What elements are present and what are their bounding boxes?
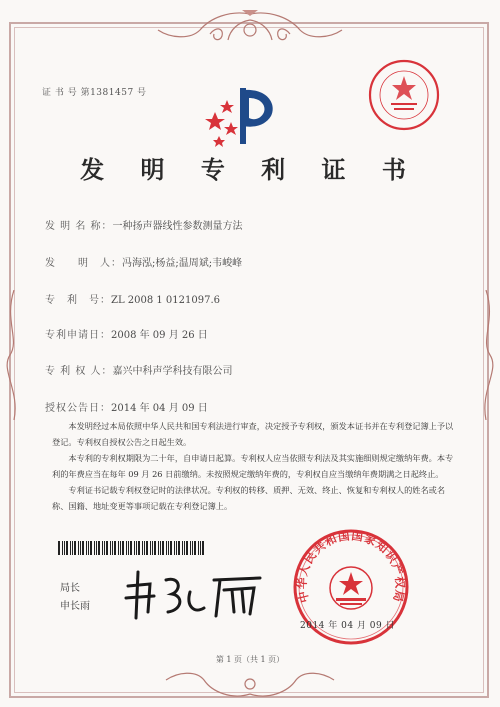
director-name: 申长雨 bbox=[60, 601, 90, 612]
field-value: 嘉兴中科声学科技有限公司 bbox=[112, 366, 233, 377]
body-paragraph: 本发明经过本局依照中华人民共和国专利法进行审查，决定授予专利权，颁发本证书并在专利登记簿上予以登记。专利权自授权公告之日起生效。 bbox=[52, 421, 454, 447]
field-label: 专利申请日： bbox=[45, 330, 111, 341]
director-block bbox=[60, 580, 90, 616]
field-label: 发 明 人： bbox=[45, 258, 122, 269]
certificate-number: 证 书 号 第1381457 号 bbox=[42, 88, 147, 98]
field-value: ZL 2008 1 0121097.6 bbox=[111, 295, 221, 306]
seal-text: 中华人民共和国国家知识产权局 bbox=[294, 528, 408, 605]
field-label: 专 利 权 人： bbox=[45, 366, 113, 377]
field-invention-name bbox=[45, 217, 243, 232]
barcode bbox=[58, 541, 206, 555]
left-ornament bbox=[2, 290, 22, 420]
director-signature bbox=[120, 566, 270, 622]
top-ornament bbox=[150, 8, 350, 52]
field-inventors bbox=[45, 254, 242, 269]
field-label: 发 明 名 称： bbox=[45, 221, 113, 232]
field-application-date bbox=[45, 326, 208, 341]
agency-seal-stamp bbox=[367, 58, 441, 132]
body-paragraph: 专利证书记载专利权登记时的法律状况。专利权的转移、质押、无效、终止、恢复和专利权人的姓名或名称、国籍、地址变更等事项记载在专利登记簿上。 bbox=[52, 485, 446, 511]
field-value: 一种扬声器线性参数测量方法 bbox=[112, 221, 243, 232]
field-value: 2014 年 04 月 09 日 bbox=[111, 403, 208, 414]
field-patentee bbox=[45, 362, 233, 377]
field-patent-number bbox=[45, 291, 220, 306]
certificate-body bbox=[52, 418, 457, 514]
right-ornament bbox=[478, 290, 498, 420]
field-label: 授权公告日： bbox=[45, 403, 111, 414]
seal-date: 2014 年 04 月 09 日 bbox=[300, 621, 396, 631]
field-grant-date bbox=[45, 399, 208, 414]
body-paragraph: 本专利的专利权期限为二十年，自申请日起算。专利权人应当依照专利法及其实施细则规定缴纳年费。本专利的年费应当在每年 09 月 26 日前缴纳。未按照规定缴纳年费的，专利权自应当缴纳年费期满之日起终止。 bbox=[52, 453, 454, 479]
page-number: 第 1 页（共 1 页） bbox=[215, 655, 285, 664]
patent-office-logo bbox=[205, 82, 285, 152]
bottom-ornament bbox=[160, 664, 340, 702]
certificate-title: 发 明 专 利 证 书 bbox=[80, 156, 420, 184]
field-value: 2008 年 09 月 26 日 bbox=[111, 330, 208, 341]
field-value: 冯海泓;杨益;温周斌;韦峻峰 bbox=[122, 258, 243, 269]
field-label: 专 利 号： bbox=[45, 295, 111, 306]
director-title: 局长 bbox=[60, 583, 80, 594]
